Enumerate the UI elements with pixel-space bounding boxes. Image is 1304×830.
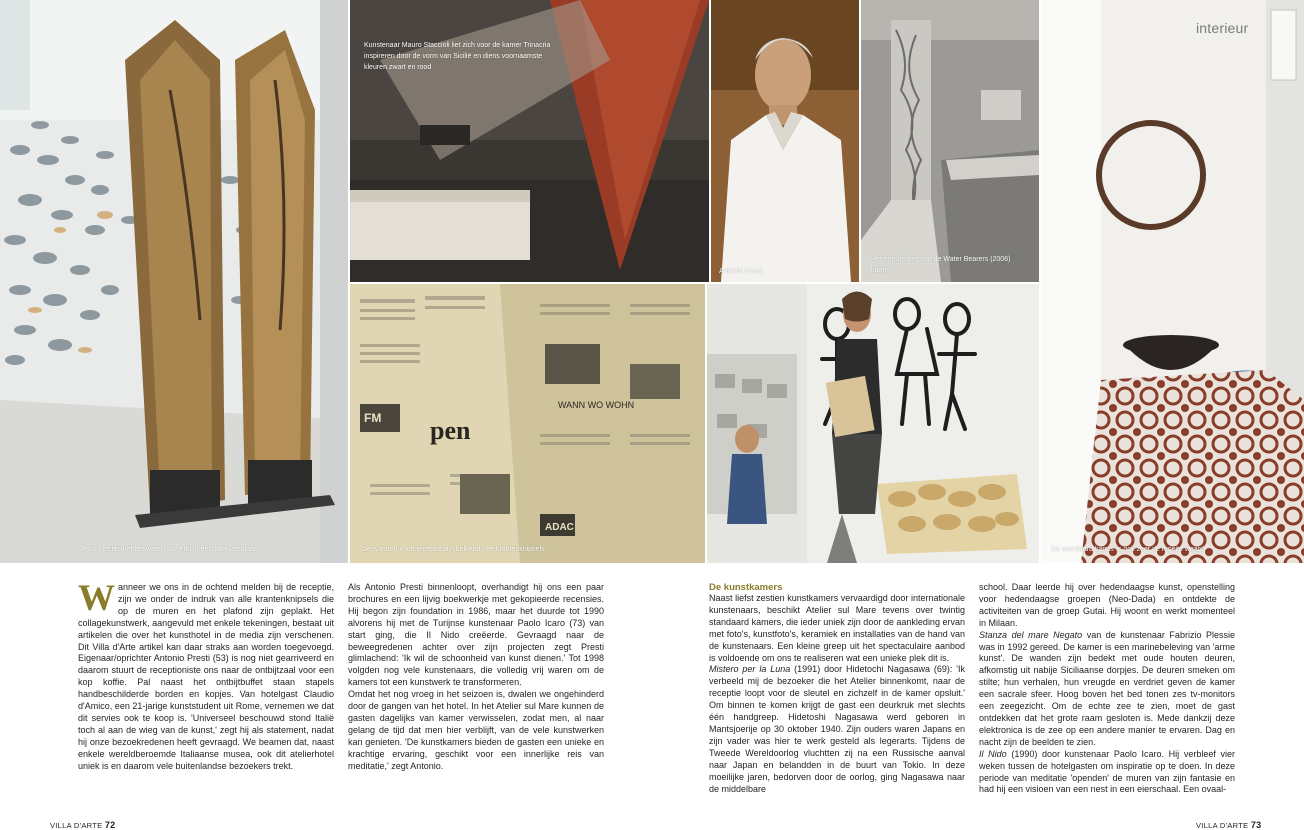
article-col4-para2: van de kunstenaar Fabrizio Plessie was in 1992 gereed. De kamer is een marinebeleving van 'arme kunst'. De wanden zijn bedekt met oude houten deuren, afkomstig uit nabije Siciliaanse dorpjes. De deuren smeken om stilte; hun verhalen, hun vreugde en verdriet geven de kamer een sacrale sfeer. Hoog boven het bed tonen zes tv-monitors een zeegezicht. Om de echte zee te zien, moet de gast ontdekken dat het grote raam gesloten is. Mede dankzij deze elektronica is de zee op een andere manier te ervaren. Dag en nacht zijn de beelden te zien. xyxy=(979,629,1236,747)
footer-right-brand: VILLA D'ARTE xyxy=(1196,821,1249,830)
footer-left-page: 72 xyxy=(104,820,116,830)
section-tag: interieur xyxy=(1196,20,1249,36)
article-column-2 xyxy=(348,582,604,773)
subhead-kunstkamers: De kunstkamers xyxy=(709,582,783,593)
article-col2-para2: Omdat het nog vroeg in het seizoen is, dwalen we ongehinderd door de gangen van het hotel. In het Atelier sul Mare kunnen de gasten dagelijks van kamer verwisselen, zodat men, al naar gelang de tijd dat men hier verblijft, van de vele kunstwerken kan genieten. 'De kunstkamers bieden de gasten een unieke en krachtige ervaring, geschikt voor een innerlijke reis van meditatie,' zegt Antonio. xyxy=(348,689,604,771)
artwork-title-mistero: Mistero per la Luna xyxy=(709,664,791,675)
footer-right xyxy=(1196,820,1261,830)
article-column-3 xyxy=(709,582,965,795)
svg-text:pen: pen xyxy=(430,416,471,445)
photo-portrait-presti xyxy=(711,0,859,282)
photo-water-bearers xyxy=(861,0,1039,282)
caption-portrait: Antonio Presti xyxy=(719,268,763,275)
caption-trinacria: Kunstenaar Mauro Staccioli liet zich voor de kamer Trinacria inspireren door de vorm van Sicilië en diens voornaamste kleuren zwart en rood xyxy=(364,42,551,71)
article-col3-para2: (1991) door Hidetochi Nagasawa (69): 'Ik verbeeld mij de bezoeker die het Atelier binnenkomt, naar de receptie loopt voor de sleutel en zichzelf in de kamer opsluit.' Om binnen te komen krijgt de gast een deurkruk met slechts één handgreep. Hidetoshi Nagasawa werd geboren in Mantsjoerije op 30 oktober 1940. Zijn ouders waren Japans en zijn vader was hier te werk gesteld als legerarts. Tijdens de Tweede Wereldoorlog vluchtten zij na een Russische aanval naar Japan en belandden in de buurt van Tokio. In deze moeilijke jaren, bedorven door de oorlog, ging Nagasawa naar de middelbare xyxy=(709,664,965,794)
caption-standard-room: De standaard kamer is ook zeer de moeite waard xyxy=(1051,546,1204,553)
article-col4-para1: school. Daar leerde hij over hedendaagse kunst, openstelling voor hedendaagse groepen (Neo-Dada) en ontdekte de activiteiten van de groep Gutai. Hij woont en werkt momenteel in Milaan. xyxy=(979,582,1235,628)
caption-water-bearers: Het eerste deel van de Water Bearers (2006) kamer xyxy=(871,256,1011,274)
photo-standard-room xyxy=(1041,0,1304,563)
artwork-title-il-nido: Il Nido xyxy=(979,748,1007,759)
svg-text:WANN WO WOHN: WANN WO WOHN xyxy=(558,400,635,410)
article-column-1 xyxy=(78,578,334,773)
svg-text:FM: FM xyxy=(364,411,382,425)
photo-wooden-sculptures xyxy=(0,0,348,563)
svg-text:ADAC: ADAC xyxy=(545,522,574,533)
footer-left-brand: VILLA D'ARTE xyxy=(50,821,103,830)
photo-figures-room xyxy=(707,284,1039,563)
photo-newspaper-reception xyxy=(350,284,705,563)
footer-left xyxy=(50,820,115,830)
article-col3-para1: Naast liefst zestien kunstkamers vervaardigd door internationale kunstenaars, beschikt Atelier sul Mare tevens over twintig standaard kamers, die ieder uniek zijn door de aankleding ervan met foto's, kunstfoto's, keramiek en installaties van de hand van de kunstenaars. Een kleine greep uit het spectaculaire aanbod is voldoende om ons te realiseren wat een unieke plek dit is. xyxy=(709,593,965,663)
article-col2-para1: Als Antonio Presti binnenloopt, overhandigt hij ons een paar brochures en een lijvig boekwerkje met gekopieerde recensies. Hij begon zijn foundation in 1986, maar het duurde tot 1990 alvorens hij met de Turijnse kunstenaar Paolo Icaro (73) van start ging, die Il Nido creëerde. Gevraagd naar de beweegredenen achter over zijn projecten zegt Presti glimlachend: 'Ik wil de schoonheid van kunst dienen.' Tot 1998 volgden nog vele kunstenaars, die volledig vrij waren om de kamers tot een kunstwerk te transformeren. xyxy=(348,582,604,688)
article-column-4 xyxy=(979,582,1235,796)
artwork-title-stanza: Stanza del mare Negato xyxy=(979,629,1083,640)
dropcap: W xyxy=(78,578,115,619)
article-col4-para3: (1990) door kunstenaar Paolo Icaro. Hij verbleef vier weken tussen de hotelgasten om inspiratie op te doen. In deze periode van meditatie 'openden' de muren van zijn fantasie en had hij een visioen van een nest in een eierschaal. Een ovaal- xyxy=(979,748,1236,795)
article-col1-text: anneer we ons in de ochtend melden bij de receptie, zijn we onder de indruk van alle krantenknipsels die op de muren en het plafond zijn geplakt. Het collagekunstwerk, aangevuld met enkele tekeningen, bestaat uit artikelen die over het kunsthotel in de media zijn verschenen. Dit Villa d'Arte artikel kan daar straks aan worden toegevoegd. Eigenaar/oprichter Antonio Presti (53) is nog niet gearriveerd en daarom stuurt de receptioniste ons naar de ontbijtzaal voor een kop koffie. Pal naast het ontbijtbuffet staan stapels handbeschilderde borden en kopjes. Van hotelgast Claudio d'Amico, een 21-jarige kunststudent uit Rome, vernemen we dat dit servies ook te koop is. 'Universeel beschouwd stond Italië toch al aan de wieg van de kunst,' zegt hij als statement, nadat hij onze bezoekredenen heeft gevraagd. We beamen dat, naast enkele wereldberoemde Italiaanse musea, ook dit atelierhotel uniek is en daarom vele buitenlandse bezoekers trekt. xyxy=(78,582,334,771)
caption-sculpture: De connectie met het water is overal in het hotel voelbaar xyxy=(78,546,257,553)
footer-right-page: 73 xyxy=(1250,820,1262,830)
caption-newspaper: De wanden in de receptie zijn bekleed met krantenknipsels xyxy=(362,546,545,553)
